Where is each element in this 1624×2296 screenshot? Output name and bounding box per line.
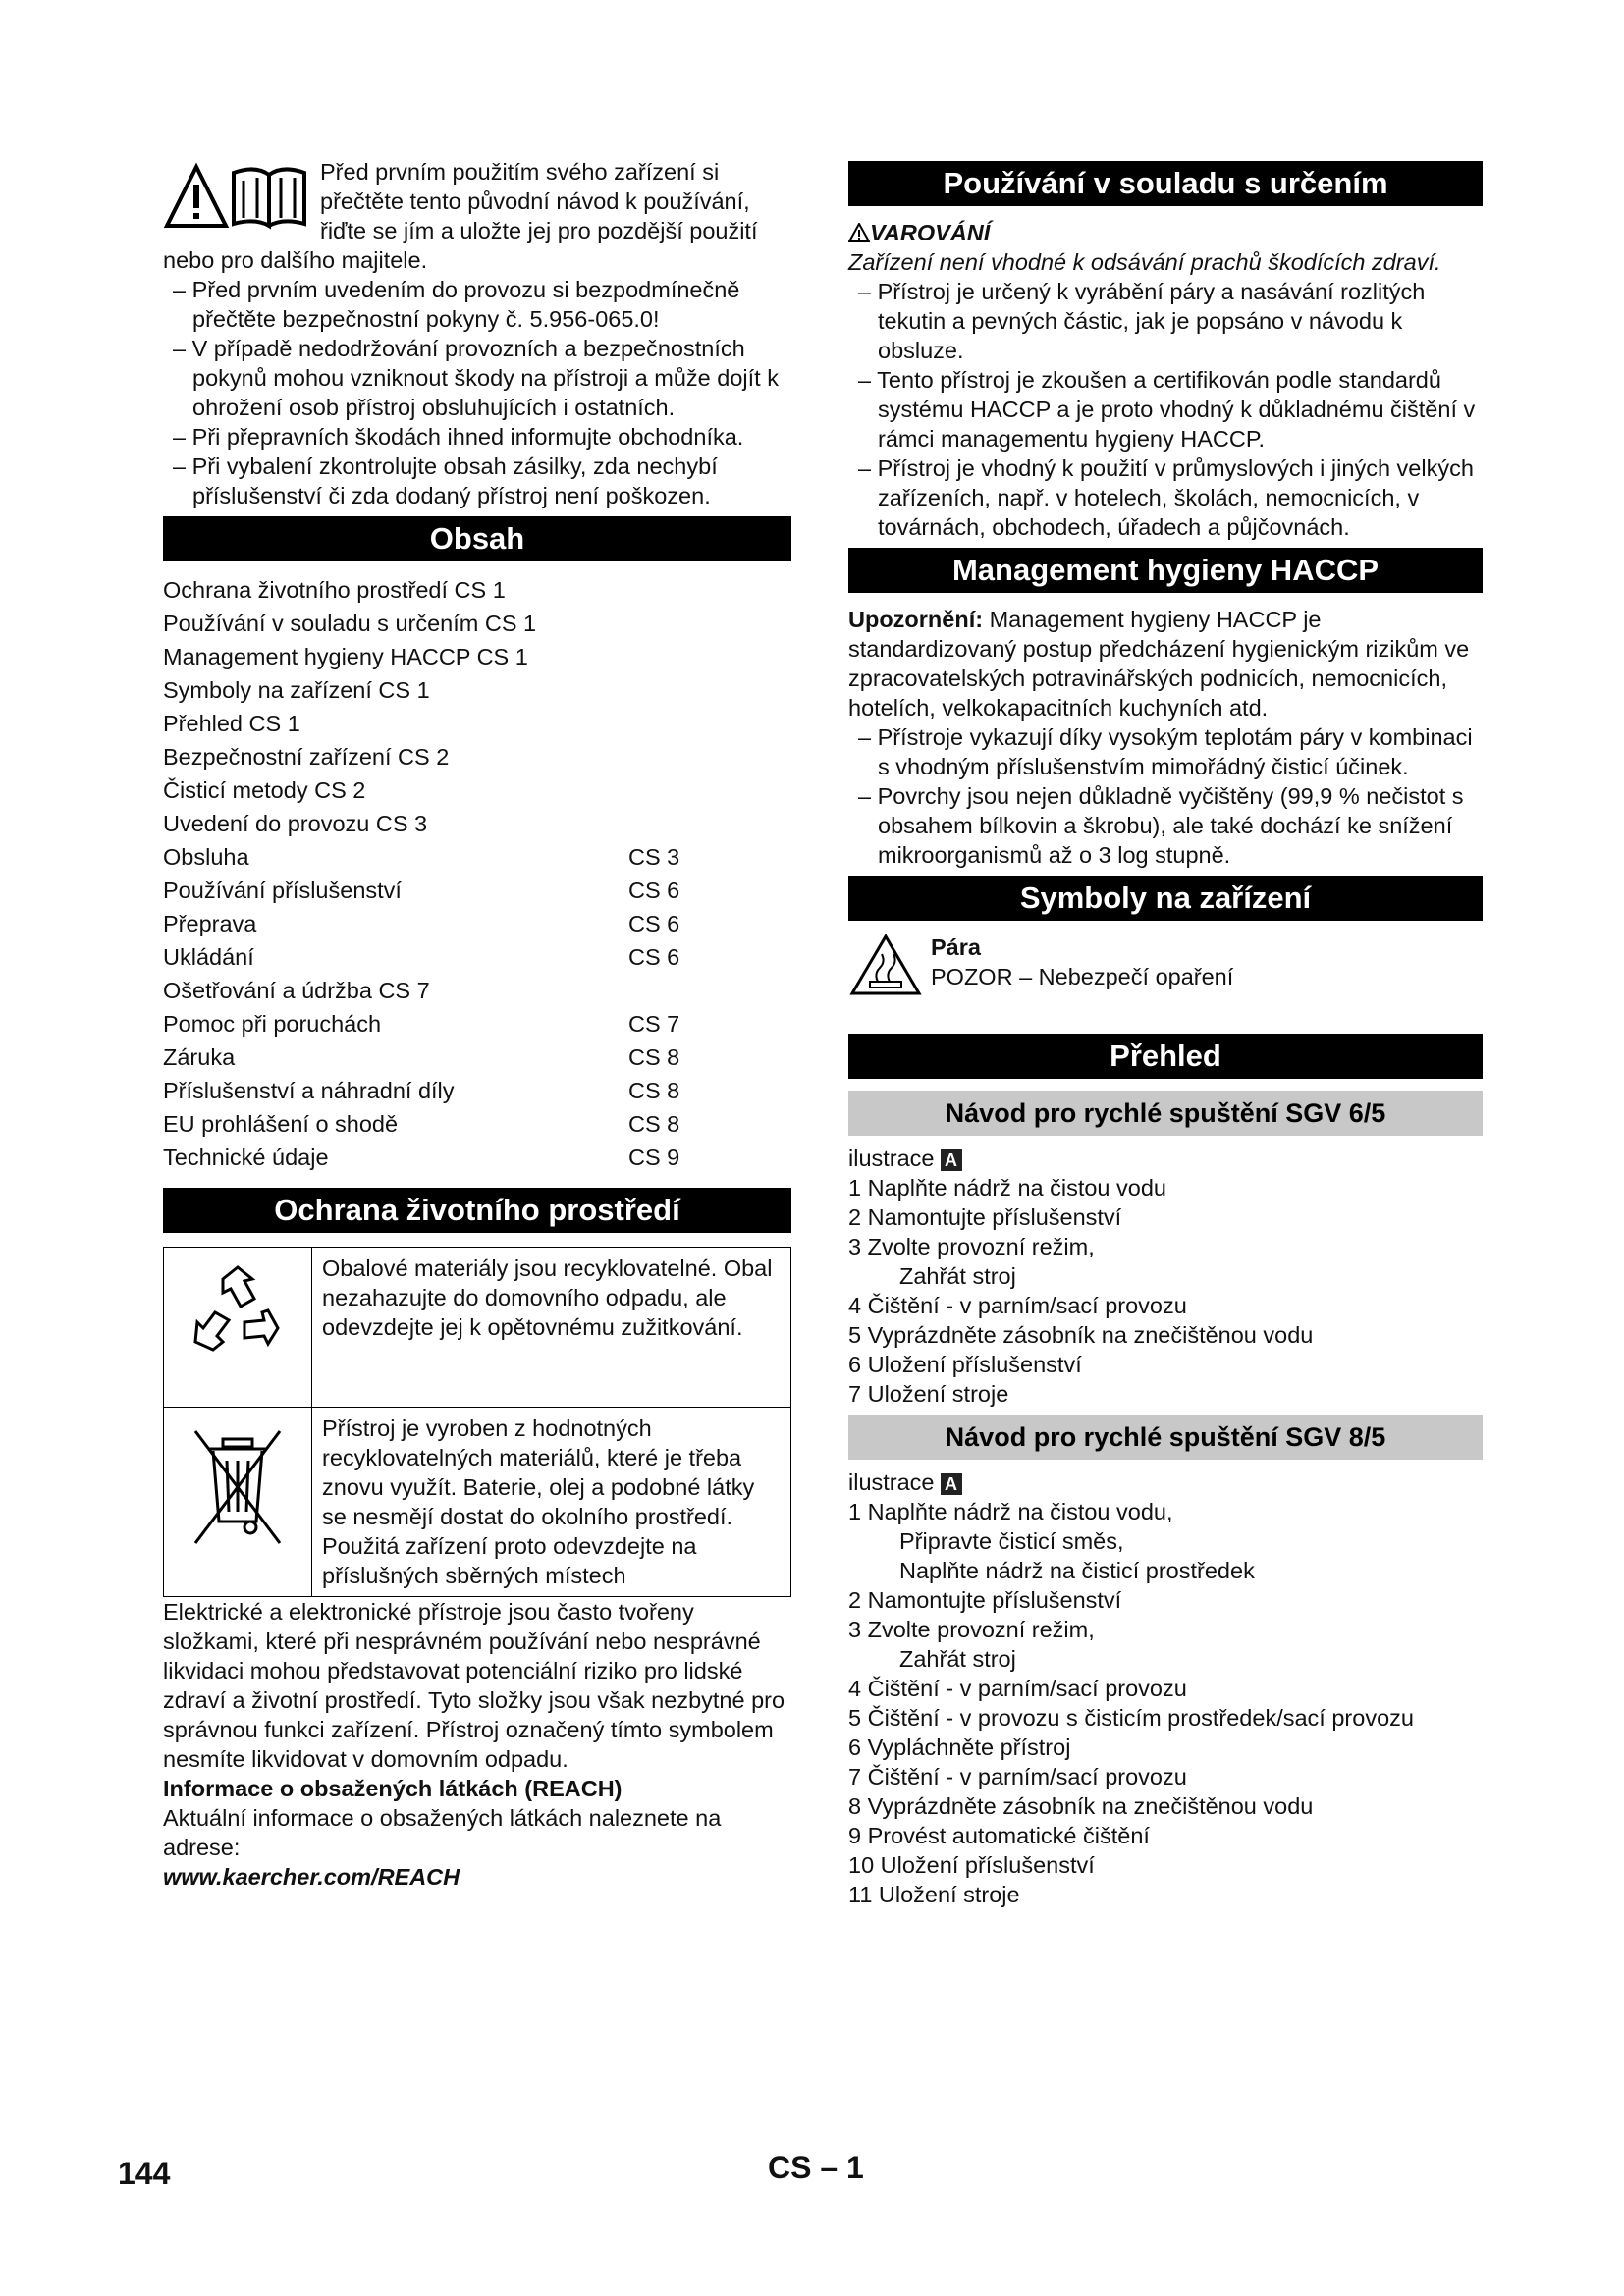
right-column: [848, 157, 1483, 1909]
toc-page: [628, 607, 707, 640]
recycle-icon-cell: [164, 1248, 312, 1407]
toc-title: Přeprava: [163, 911, 257, 936]
symbols-heading: Symboly na zařízení: [848, 876, 1483, 921]
illustration-a-icon: A: [941, 1473, 962, 1495]
toc-page: [628, 573, 707, 607]
warning-manual-icon: [163, 161, 310, 230]
toc-title: Záruka: [163, 1044, 236, 1070]
toc-row[interactable]: [163, 1074, 791, 1107]
toc-row[interactable]: [163, 807, 791, 840]
sgv65-illus-label: ilustrace: [848, 1146, 935, 1171]
disposal-text: Přístroj je vyroben z hodnotných recyklovatelných materiálů, které je třeba znovu využít. Baterie, olej a podobné látky se nesmějí dostat do okolního prostředí. Použitá zařízení proto odevzdejte na příslušných sběrných místech: [322, 1415, 755, 1588]
toc-page: [628, 673, 707, 707]
reach-link[interactable]: www.kaercher.com/REACH: [163, 1864, 460, 1890]
toc-title: Ošetřování a údržba CS 7: [163, 978, 430, 1003]
steam-symbol-text: [931, 933, 1233, 1004]
toc-page: CS 8: [628, 1078, 680, 1103]
steam-text: POZOR – Nebezpečí opaření: [931, 964, 1234, 989]
toc-row[interactable]: [163, 707, 791, 740]
toc-page: CS 6: [628, 944, 680, 970]
reach-text: Aktuální informace o obsažených látkách naleznete na adrese:: [163, 1805, 722, 1860]
toc-page: [628, 640, 707, 673]
haccp-note-label: Upozornění:: [848, 607, 984, 632]
illustration-a-icon: A: [941, 1149, 962, 1171]
sgv65-step: 7 Uložení stroje: [848, 1381, 1009, 1407]
toc-title: Bezpečnostní zařízení CS 2: [163, 744, 450, 770]
sgv65-step: 6 Uložení příslušenství: [848, 1352, 1082, 1377]
toc-title: Čisticí metody CS 2: [163, 777, 366, 803]
toc-page: CS 8: [628, 1044, 680, 1070]
sgv85-step: 4 Čištění - v parním/sací provozu: [848, 1676, 1187, 1701]
crossed-bin-icon-cell: [164, 1408, 312, 1596]
intro-bullet: – Před prvním uvedením do provozu si bezpodmínečně přečtěte bezpečnostní pokyny č. 5.956-065.0!: [173, 277, 740, 332]
steam-hazard-icon-cell: [848, 933, 931, 1004]
intended-use-bullet: – Tento přístroj je zkoušen a certifikován podle standardů systému HACCP a je proto vhodný k důkladnému čištění v rámci managementu hygieny HACCP.: [858, 367, 1476, 452]
crossed-bin-icon: [184, 1419, 292, 1557]
toc-page: CS 6: [628, 878, 680, 903]
haccp-bullet: – Povrchy jsou nejen důkladně vyčištěny (99,9 % nečistot s obsahem bílkovin a škrobu), ale také dochází ke snížení mikroorganismů až o 3 log stupně.: [858, 783, 1464, 868]
toc-row[interactable]: [163, 1107, 791, 1141]
toc-page: [628, 774, 707, 807]
toc-title: Pomoc při poruchách: [163, 1011, 382, 1037]
reach-title: Informace o obsažených látkách (REACH): [163, 1776, 623, 1801]
toc-title: Technické údaje: [163, 1145, 329, 1170]
toc-title: Používání příslušenství: [163, 878, 402, 903]
toc-row[interactable]: [163, 573, 791, 607]
left-column: [163, 157, 791, 1892]
toc-title: Používání v souladu s určením CS 1: [163, 611, 537, 636]
toc-page: [628, 807, 707, 840]
toc-title: Obsluha: [163, 844, 249, 870]
intro-bullet: – Při vybalení zkontrolujte obsah zásilky, zda nechybí příslušenství či zda dodaný přístroj není poškozen.: [173, 454, 718, 508]
sgv85-step: 10 Uložení příslušenství: [848, 1852, 1095, 1878]
sgv65-substep: Zahřát stroj: [899, 1263, 1016, 1289]
warning-label-text: VAROVÁNÍ: [870, 220, 991, 245]
sgv85-step: 1 Naplňte nádrž na čistou vodu,: [848, 1499, 1173, 1524]
intro-bullet: – V případě nedodržování provozních a bezpečnostních pokynů mohou vzniknout škody na přístroji a může dojít k ohrožení osob přístroj obsluhujících i ostatních.: [173, 336, 779, 420]
steam-symbol-row: [848, 933, 1483, 1004]
toc-page: CS 3: [628, 844, 680, 870]
toc-row[interactable]: [163, 740, 791, 774]
toc-row[interactable]: [163, 974, 791, 1007]
toc-page: CS 8: [628, 1111, 680, 1137]
sgv85-illustration: [848, 1468, 1483, 1497]
environment-heading: Ochrana životního prostředí: [163, 1188, 791, 1233]
sgv85-step: 7 Čištění - v parním/sací provozu: [848, 1764, 1187, 1789]
environment-table: [163, 1247, 791, 1597]
intended-use-heading: Používání v souladu s určením: [848, 161, 1483, 206]
toc-row[interactable]: [163, 1141, 791, 1174]
sgv85-step: 9 Provést automatické čištění: [848, 1823, 1150, 1848]
toc-title: Přehled CS 1: [163, 711, 300, 736]
sgv65-step: 4 Čištění - v parním/sací provozu: [848, 1293, 1187, 1318]
toc-title: Symboly na zařízení CS 1: [163, 677, 430, 703]
haccp-note-text: Management hygieny HACCP je standardizovaný postup předcházení hygienickým rizikům ve zpracovatelských potravinářských podnicích, nemocnicích, hotelích, velkokapacitních kuchyních atd.: [848, 607, 1470, 721]
toc-page: CS 7: [628, 1011, 680, 1037]
sgv85-heading: Návod pro rychlé spuštění SGV 8/5: [848, 1415, 1483, 1460]
toc-title: Příslušenství a náhradní díly: [163, 1078, 455, 1103]
toc-page: [628, 974, 707, 1007]
toc-page: [628, 740, 707, 774]
intended-use-bullet: – Přístroj je vhodný k použití v průmyslových i jiných velkých zařízeních, např. v hotelech, školách, nemocnicích, v továrnách, obchodech, úřadech a půjčovnách.: [858, 455, 1474, 540]
toc-heading: Obsah: [163, 516, 791, 561]
haccp-note: [848, 605, 1483, 722]
sgv85-step: 2 Namontujte příslušenství: [848, 1587, 1122, 1613]
table-of-contents: [163, 573, 791, 1174]
intro-bullet: – Při přepravních škodách ihned informujte obchodníka.: [173, 424, 744, 450]
sgv85-step: 8 Vyprázdněte zásobník na znečištěnou vodu: [848, 1793, 1314, 1819]
warning-label: [848, 218, 1483, 247]
toc-row[interactable]: [163, 907, 791, 940]
warning-icon: [848, 223, 870, 242]
recycle-text: Obalové materiály jsou recyklovatelné. Obal nezahazujte do domovního odpadu, ale odevzdejte jej k opětovnému zužitkování.: [322, 1255, 773, 1340]
toc-row[interactable]: [163, 940, 791, 974]
toc-title: EU prohlášení o shodě: [163, 1111, 399, 1137]
sgv85-step: 3 Zvolte provozní režim,: [848, 1617, 1095, 1642]
sgv85-illus-label: ilustrace: [848, 1469, 935, 1495]
toc-row[interactable]: [163, 874, 791, 907]
toc-title: Management hygieny HACCP CS 1: [163, 644, 528, 669]
toc-page: CS 6: [628, 911, 680, 936]
recycle-icon: [184, 1259, 292, 1367]
toc-row[interactable]: [163, 1007, 791, 1041]
sgv85-substep: Připravte čisticí směs,: [899, 1528, 1124, 1554]
sgv85-substep: Naplňte nádrž na čisticí prostředek: [899, 1558, 1255, 1583]
steam-hazard-icon: [848, 933, 923, 997]
toc-row[interactable]: [163, 774, 791, 807]
toc-row[interactable]: [163, 840, 791, 874]
sgv85-substep: Zahřát stroj: [899, 1646, 1016, 1672]
sgv65-step: 5 Vyprázdněte zásobník na znečištěnou vodu: [848, 1322, 1314, 1348]
sgv65-illustration: [848, 1144, 1483, 1173]
sgv65-step: 3 Zvolte provozní režim,: [848, 1234, 1095, 1259]
sgv65-step: 2 Namontujte příslušenství: [848, 1204, 1122, 1230]
toc-title: Uvedení do provozu CS 3: [163, 811, 428, 836]
sgv85-step: 5 Čištění - v provozu s čisticím prostředek/sací provozu: [848, 1705, 1414, 1731]
sgv85-step: 6 Vypláchněte přístroj: [848, 1735, 1071, 1760]
sgv65-step: 1 Naplňte nádrž na čistou vodu: [848, 1175, 1166, 1201]
toc-title: Ochrana životního prostředí CS 1: [163, 577, 506, 603]
haccp-heading: Management hygieny HACCP: [848, 548, 1483, 593]
weee-text: Elektrické a elektronické přístroje jsou často tvořeny složkami, které při nesprávném používání nebo nesprávné likvidaci mohou představovat potenciální riziko pro lidské zdraví a životní prostředí. Tyto složky jsou však nezbytné pro správnou funkci zařízení. Přístroj označený tímto symbolem nesmíte likvidovat v domovním odpadu.: [163, 1599, 785, 1772]
environment-row-recycling: [164, 1248, 790, 1408]
warning-text: Zařízení není vhodné k odsávání prachů škodících zdraví.: [848, 249, 1441, 275]
toc-row[interactable]: [163, 640, 791, 673]
toc-page: CS 9: [628, 1145, 680, 1170]
page-number: 144: [118, 2156, 171, 2191]
sgv85-step: 11 Uložení stroje: [848, 1882, 1020, 1907]
intro-lead: Před prvním použitím svého zařízení si přečtěte tento původní návod k používání, řiďte se jím a uložte jej pro pozdější použití nebo pro dalšího majitele.: [163, 159, 758, 273]
steam-title: Pára: [931, 934, 981, 960]
toc-row[interactable]: [163, 607, 791, 640]
environment-row-disposal: [164, 1408, 790, 1596]
intro-section: [163, 157, 791, 510]
haccp-bullet: – Přístroje vykazují díky vysokým teplotám páry v kombinaci s vhodným příslušenstvím mimořádný čisticí účinek.: [858, 724, 1473, 779]
section-page-label: CS – 1: [768, 2150, 864, 2185]
sgv65-heading: Návod pro rychlé spuštění SGV 6/5: [848, 1091, 1483, 1136]
toc-row[interactable]: [163, 673, 791, 707]
toc-page: [628, 707, 707, 740]
toc-row[interactable]: [163, 1041, 791, 1074]
intended-use-bullet: – Přístroj je určený k vyrábění páry a nasávání rozlitých tekutin a pevných částic, jak je popsáno v návodu k obsluze.: [858, 279, 1426, 363]
toc-title: Ukládání: [163, 944, 254, 970]
overview-heading: Přehled: [848, 1034, 1483, 1079]
